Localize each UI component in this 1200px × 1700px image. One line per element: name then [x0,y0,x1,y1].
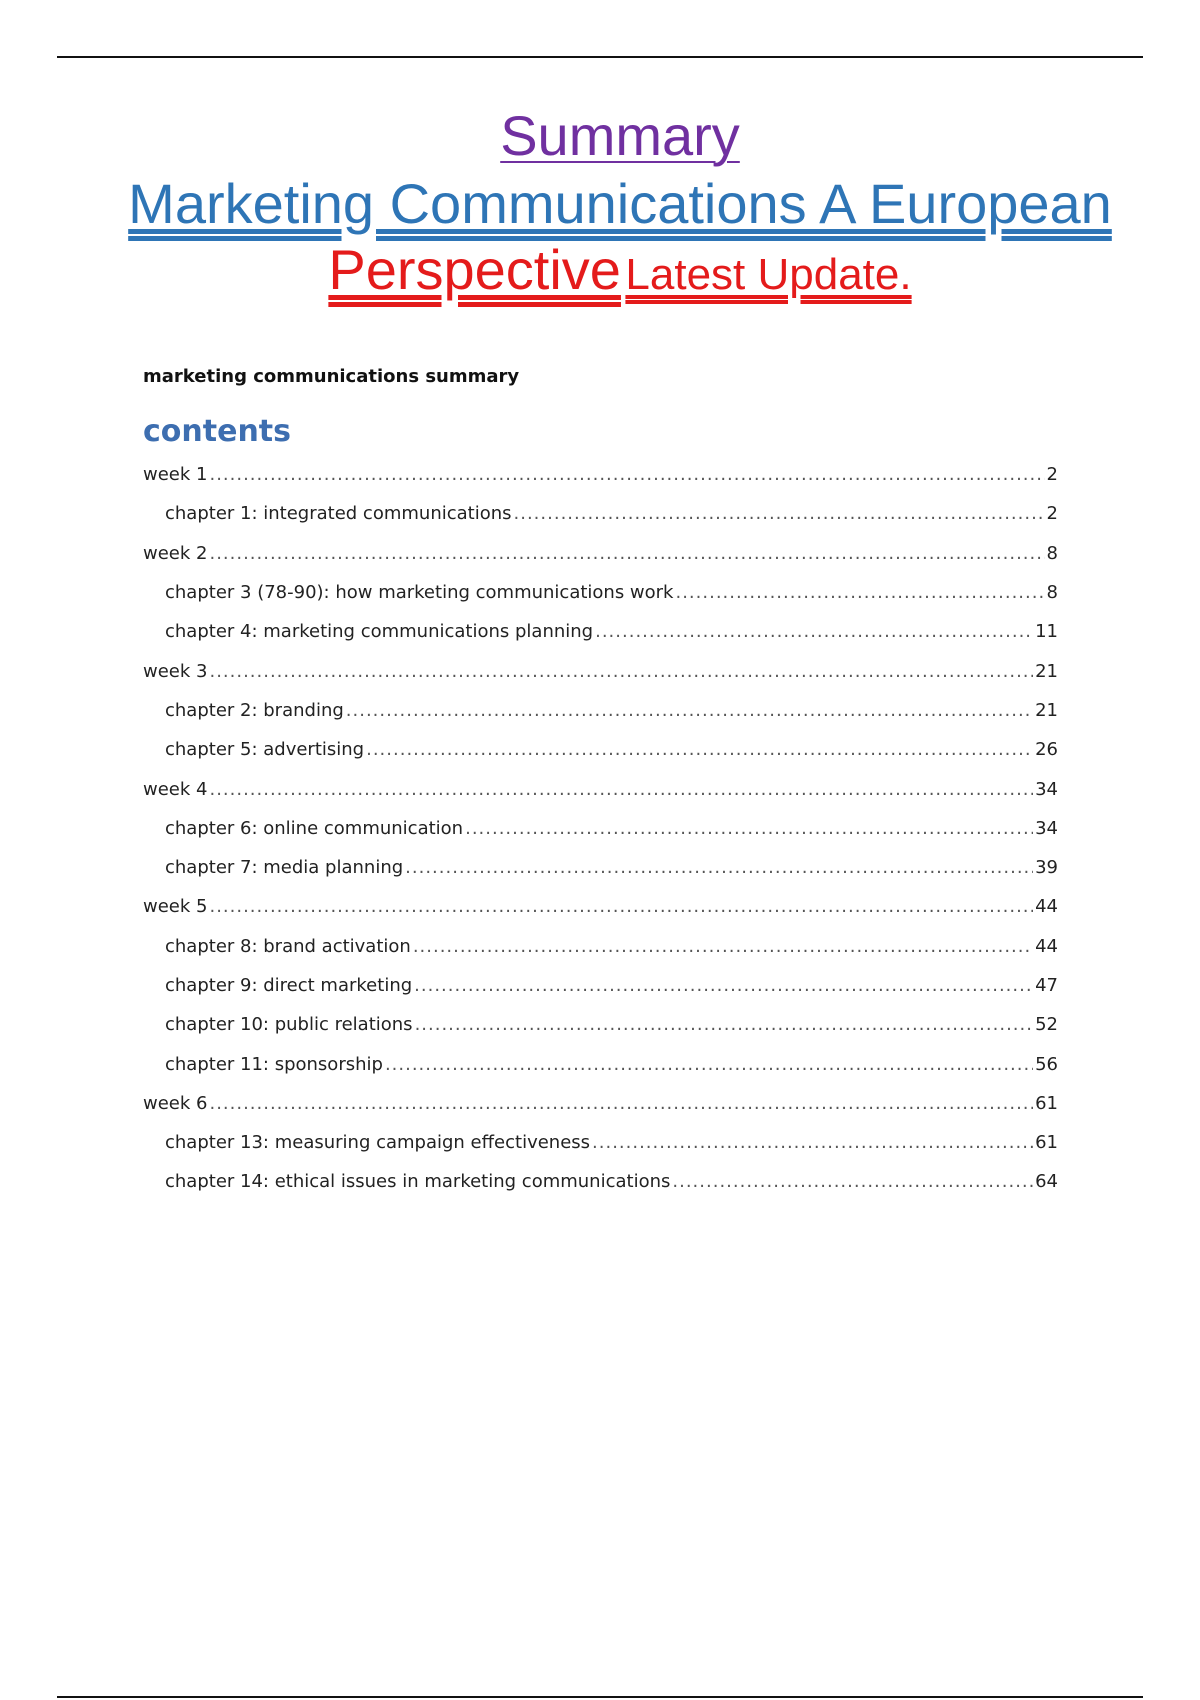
footer-rule [57,1696,1143,1698]
toc-entry-page: 34 [1035,817,1058,839]
toc-entry-label: chapter 7: media planning [165,857,404,879]
title-update: Latest Update. [625,250,912,299]
toc-entry-chapter[interactable] [143,927,1058,966]
toc-entry-label: chapter 13: measuring campaign effectiveness [165,1132,591,1154]
toc-entry-week[interactable] [143,887,1058,926]
toc-entry-label: chapter 11: sponsorship [165,1053,383,1075]
toc-entry-page: 61 [1035,1132,1058,1154]
toc-entry-label: week 5 [143,896,208,918]
toc-entry-label: chapter 5: advertising [165,739,365,761]
toc-entry-page: 44 [1035,896,1058,918]
toc-entry-page: 8 [1046,582,1058,604]
title-perspective: Perspective [328,238,621,301]
toc-entry-label: week 4 [143,778,208,800]
toc-entry-chapter[interactable] [143,1162,1058,1201]
toc-entry-page: 39 [1035,857,1058,879]
toc-dot-leader [414,975,1033,996]
toc-dot-leader [366,739,1033,760]
toc-entry-label: chapter 8: brand activation [165,935,411,957]
toc-dot-leader [346,700,1033,721]
toc-dot-leader [385,1054,1033,1075]
toc-dot-leader [209,464,1044,485]
toc-dot-leader [209,661,1033,682]
toc-entry-week[interactable] [143,769,1058,808]
toc-entry-chapter[interactable] [143,730,1058,769]
toc-entry-page: 64 [1035,1171,1058,1193]
toc-entry-week[interactable] [143,1084,1058,1123]
toc-entry-label: chapter 4: marketing communications planning [165,621,594,643]
toc-entry-page: 47 [1035,975,1058,996]
toc-entry-label: chapter 1: integrated communications [165,503,512,525]
toc-entry-label: chapter 10: public relations [165,1014,413,1036]
toc-entry-chapter[interactable] [143,848,1058,887]
toc-entry-week[interactable] [143,455,1058,494]
toc-entry-page: 21 [1035,660,1058,682]
title-summary: Summary [500,104,740,167]
toc-dot-leader [413,936,1033,957]
toc-entry-label: chapter 2: branding [165,699,344,721]
toc-entry-page: 52 [1035,1014,1058,1036]
toc-entry-page: 8 [1046,542,1058,564]
toc-entry-label: chapter 6: online communication [165,817,464,839]
toc-entry-label: week 1 [143,464,208,486]
toc-entry-page: 34 [1035,778,1058,800]
toc-entry-week[interactable] [143,651,1058,690]
toc-dot-leader [209,896,1033,917]
toc-entry-page: 11 [1035,621,1058,643]
title-main: Marketing Communications A European [128,172,1112,235]
table-of-contents [143,455,1058,1202]
toc-entry-chapter[interactable] [143,809,1058,848]
toc-entry-chapter[interactable] [143,494,1058,533]
toc-entry-chapter[interactable] [143,1123,1058,1162]
toc-entry-label: chapter 14: ethical issues in marketing communications [165,1171,671,1193]
document-title [100,104,1140,301]
toc-entry-label: chapter 3 (78-90): how marketing communications work [165,582,674,604]
toc-dot-leader [209,543,1044,564]
toc-dot-leader [672,1171,1033,1192]
toc-dot-leader [209,779,1033,800]
toc-dot-leader [209,1093,1033,1114]
toc-entry-chapter[interactable] [143,612,1058,651]
toc-entry-chapter[interactable] [143,1005,1058,1044]
toc-dot-leader [595,621,1033,642]
toc-entry-week[interactable] [143,534,1058,573]
toc-entry-label: week 3 [143,660,208,682]
toc-entry-label: week 2 [143,542,208,564]
toc-entry-chapter[interactable] [143,573,1058,612]
toc-dot-leader [415,1014,1034,1035]
toc-dot-leader [592,1132,1033,1153]
toc-entry-page: 61 [1035,1092,1058,1114]
toc-entry-label: chapter 9: direct marketing [165,975,413,996]
header-rule [57,56,1143,58]
toc-dot-leader [675,582,1044,603]
toc-entry-chapter[interactable] [143,1044,1058,1083]
toc-entry-page: 2 [1046,503,1058,525]
toc-entry-page: 21 [1035,699,1058,721]
toc-dot-leader [514,503,1045,524]
toc-entry-page: 26 [1035,739,1058,761]
toc-heading: contents [143,414,291,449]
toc-entry-chapter[interactable] [143,966,1058,1005]
document-subtitle: marketing communications summary [143,366,520,387]
toc-entry-chapter[interactable] [143,691,1058,730]
toc-entry-page: 56 [1035,1053,1058,1075]
toc-entry-page: 2 [1046,464,1058,486]
toc-dot-leader [405,857,1033,878]
toc-entry-page: 44 [1035,935,1058,957]
toc-entry-label: week 6 [143,1092,208,1114]
toc-dot-leader [465,818,1033,839]
